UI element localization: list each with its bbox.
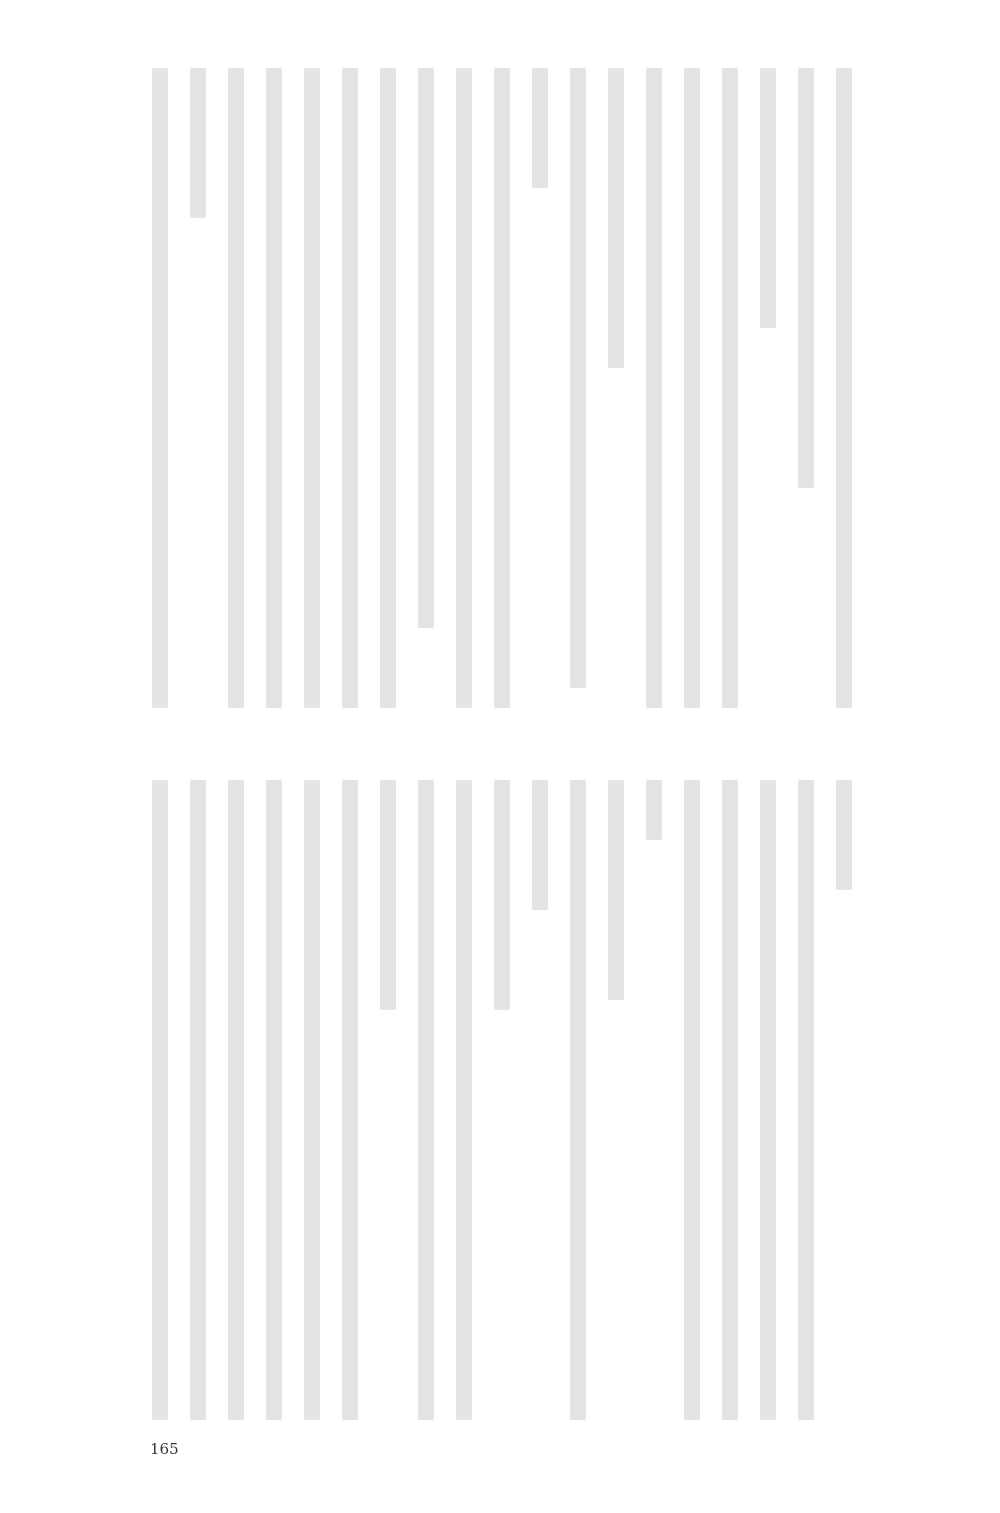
text-line-placeholder xyxy=(760,68,776,328)
text-line-placeholder xyxy=(228,68,244,708)
text-line-placeholder xyxy=(798,68,814,488)
text-line-placeholder xyxy=(722,68,738,708)
text-line-placeholder xyxy=(646,780,662,840)
text-line-placeholder xyxy=(342,68,358,708)
text-line-placeholder xyxy=(684,68,700,708)
text-line-placeholder xyxy=(152,780,168,1420)
text-line-placeholder xyxy=(570,780,586,1420)
text-line-placeholder xyxy=(228,780,244,1420)
text-line-placeholder xyxy=(456,780,472,1420)
text-block-top xyxy=(152,68,852,708)
text-line-placeholder xyxy=(190,68,206,218)
text-line-placeholder xyxy=(608,780,624,1000)
text-line-placeholder xyxy=(418,780,434,1420)
text-line-placeholder xyxy=(722,780,738,1420)
text-line-placeholder xyxy=(418,68,434,628)
text-line-placeholder xyxy=(836,780,852,890)
text-block-bottom xyxy=(152,780,852,1420)
text-line-placeholder xyxy=(532,780,548,910)
text-line-placeholder xyxy=(608,68,624,368)
text-line-placeholder xyxy=(532,68,548,188)
text-line-placeholder xyxy=(304,68,320,708)
text-line-placeholder xyxy=(266,68,282,708)
text-line-placeholder xyxy=(494,68,510,708)
text-line-placeholder xyxy=(190,780,206,1420)
text-line-placeholder xyxy=(494,780,510,1010)
text-line-placeholder xyxy=(380,780,396,1010)
text-line-placeholder xyxy=(380,68,396,708)
text-line-placeholder xyxy=(570,68,586,688)
text-line-placeholder xyxy=(684,780,700,1420)
text-line-placeholder xyxy=(646,68,662,708)
text-line-placeholder xyxy=(760,780,776,1420)
text-line-placeholder xyxy=(152,68,168,708)
text-line-placeholder xyxy=(342,780,358,1420)
page-number: 165 xyxy=(150,1440,179,1458)
text-line-placeholder xyxy=(456,68,472,708)
text-line-placeholder xyxy=(798,780,814,1420)
text-line-placeholder xyxy=(304,780,320,1420)
text-line-placeholder xyxy=(266,780,282,1420)
text-line-placeholder xyxy=(836,68,852,708)
